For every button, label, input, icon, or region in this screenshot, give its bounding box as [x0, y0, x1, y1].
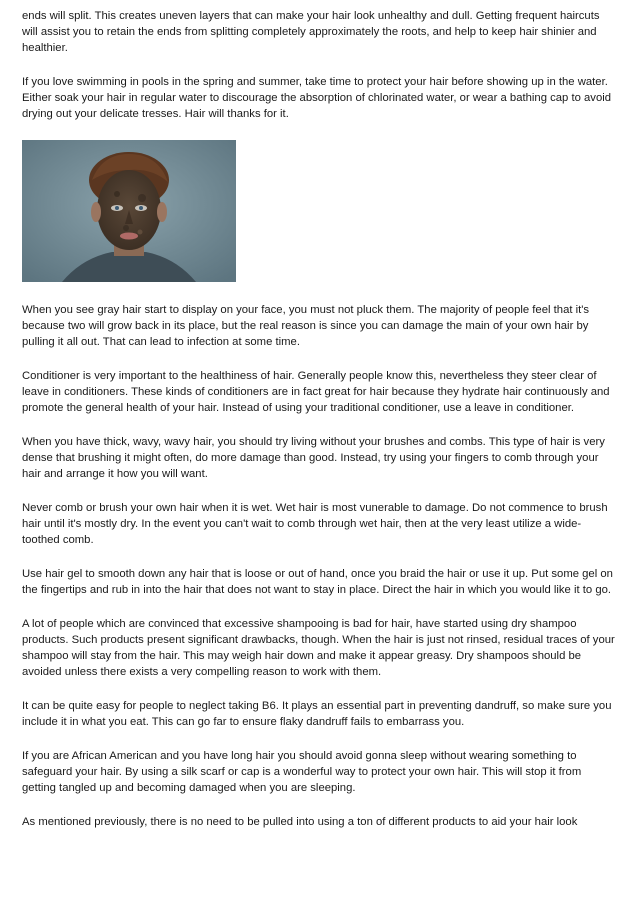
paragraph: When you see gray hair start to display on your face, you must not pluck them. The majority of people feel that it's because two will grow back in its place, but the real reason is since you can damage the main of your own hair by pulling it all out. That can lead to infection at some time. [22, 304, 590, 348]
paragraph: A lot of people which are convinced that excessive shampooing is bad for hair, have started using dry shampoo products. Such products present significant drawbacks, though. When the hair is just not rinsed, residual traces of your shampoo will stay from the hair. This may weigh hair down and make it appear greasy. Dry shampoos should be avoided unless there exists a very compelling reason to work with them. [22, 618, 615, 678]
paragraph: Use hair gel to smooth down any hair that is loose or out of hand, once you braid the hair or use it up. Put some gel on the fingertips and rub in into the hair that does not want to stay in place. Direct the hair in which you would like it to go. [22, 568, 613, 596]
paragraph: Never comb or brush your own hair when it is wet. Wet hair is most vunerable to damage. Do not commence to brush hair until it's mostly dry. In the event you can't wait to comb through wet hair, then at the very least utilize a wide-toothed comb. [22, 502, 608, 546]
article-photo [22, 140, 236, 282]
article-body [22, 8, 618, 848]
paragraph: ends will split. This creates uneven layers that can make your hair look unhealthy and dull. Getting frequent haircuts will assist you to retain the ends from splitting completely approximately the roots, and help to keep hair shinier and healthier. [22, 10, 600, 54]
paragraph: If you love swimming in pools in the spring and summer, take time to protect your hair before showing up in the water. Either soak your hair in regular water to discourage the absorption of chlorinated water, or wear a bathing cap to avoid drying out your delicate tresses. Hair will thanks for it. [22, 76, 612, 120]
face-mask-photo-illustration [22, 140, 236, 282]
paragraph: Conditioner is very important to the healthiness of hair. Generally people know this, nevertheless they steer clear of leave in conditioners. These kinds of conditioners are in fact great for hair because they hydrate hair continuously and promote the general health of your hair. Instead of using your traditional conditioner, use a leave in conditioner. [22, 370, 610, 414]
lips [120, 233, 138, 240]
paragraph: If you are African American and you have long hair you should avoid gonna sleep without wearing something to safeguard your hair. By using a silk scarf or cap is a wonderful way to protect your own hair. This will stop it from getting tangled up and becoming damaged when you are sleeping. [22, 750, 582, 794]
paragraph: When you have thick, wavy, wavy hair, you should try living without your brushes and combs. This type of hair is very dense that brushing it might often, do more damage than good. Instead, try using your fingers to comb through your hair and arrange it how you will want. [22, 436, 605, 480]
paragraph: As mentioned previously, there is no need to be pulled into using a ton of different products to aid your hair look [22, 816, 578, 828]
paragraph: It can be quite easy for people to neglect taking B6. It plays an essential part in preventing dandruff, so make sure you include it in what you eat. This can go far to ensure flaky dandruff fails to embarrass you. [22, 700, 612, 728]
